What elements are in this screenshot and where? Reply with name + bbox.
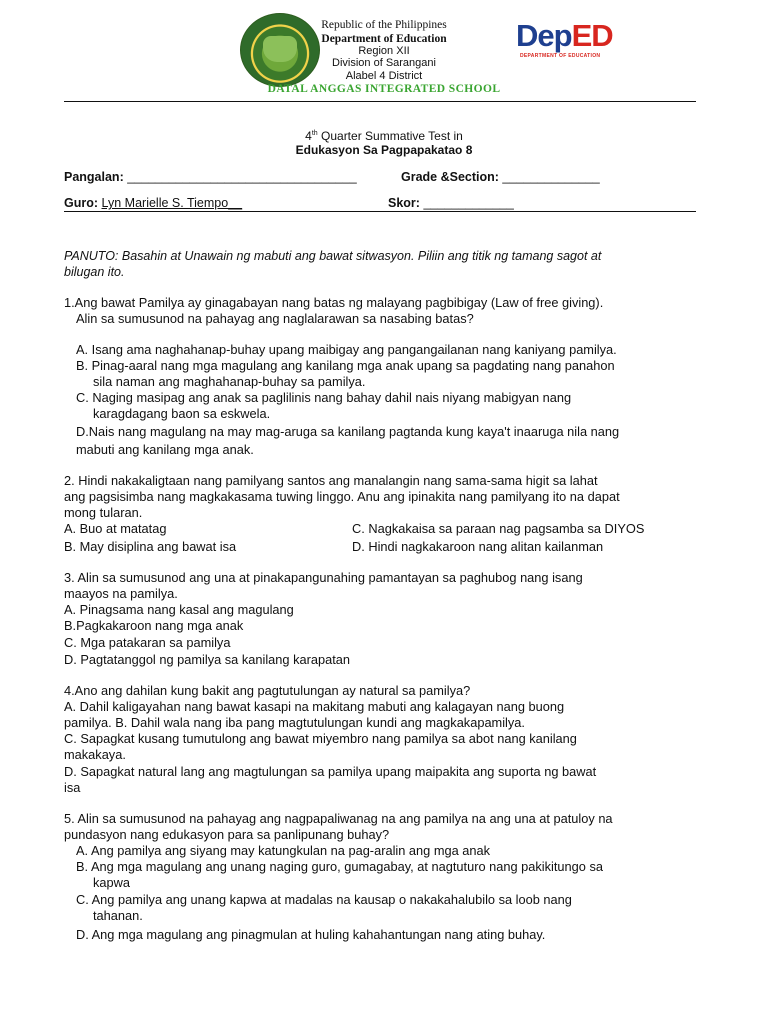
teacher-label: Guro: <box>64 196 99 210</box>
header-republic: Republic of the Philippines <box>321 19 447 31</box>
q2-stem-line-3: mong tularan. <box>64 505 143 520</box>
teacher-field <box>64 196 242 210</box>
q5-option-b-cont: kapwa <box>93 875 130 890</box>
q2-stem-line-2: ang pagsisimba nang magkakasama tuwing linggo. Anu ang ipinakita nang pamilyang ito na dapat <box>64 489 620 504</box>
q1-option-c-cont: karagdagang baon sa eskwela. <box>93 406 271 421</box>
deped-logo-text: DepED <box>516 18 613 53</box>
teacher-name: Lyn Marielle S. Tiempo__ <box>101 196 243 210</box>
q1-option-d[interactable]: D.Nais nang magulang na may mag-aruga sa kanilang pagtanda kung kaya't inaaruga nila nang <box>76 424 620 439</box>
score-blank: _____________ <box>423 196 514 210</box>
q5-option-d[interactable]: D. Ang mga magulang ang pinagmulan at huling kahahantungan nang ating buhay. <box>76 927 546 942</box>
q2-option-a[interactable]: A. Buo at matatag <box>64 521 167 536</box>
header-department: Department of Education <box>321 33 447 45</box>
q5-stem-line-1: 5. Alin sa sumusunod na pahayag ang nagpapaliwanag na ang pamilya na ang una at patuloy na <box>64 811 613 826</box>
name-label: Pangalan: <box>64 170 124 184</box>
q1-option-d-cont: mabuti ang kanilang mga anak. <box>76 442 254 457</box>
header-division: Division of Sarangani <box>332 57 436 69</box>
q1-option-b[interactable]: B. Pinag-aaral nang mga magulang ang kanilang mga anak upang sa pagdating nang panahon <box>76 358 615 373</box>
q3-stem-line-1: 3. Alin sa sumusunod ang una at pinakapangunahing pamantayan sa paghubog nang isang <box>64 570 583 585</box>
q5-option-c-cont: tahanan. <box>93 908 143 923</box>
title-superscript: th <box>311 130 318 137</box>
q2-option-c[interactable]: C. Nagkakaisa sa paraan nag pagsamba sa DIYOS <box>352 521 645 536</box>
q1-option-a[interactable]: A. Isang ama naghahanap-buhay upang maibigay ang pangangailanan nang kaniyang pamilya. <box>76 342 617 357</box>
grade-section-blank: ______________ <box>502 170 600 184</box>
score-field[interactable] <box>388 196 514 210</box>
q3-option-d[interactable]: D. Pagtatanggol ng pamilya sa kanilang karapatan <box>64 652 350 667</box>
q3-option-c[interactable]: C. Mga patakaran sa pamilya <box>64 635 231 650</box>
q5-option-c[interactable]: C. Ang pamilya ang unang kapwa at madalas na kausap o nakakahalubilo sa loob nang <box>76 892 572 907</box>
header-region: Region XII <box>358 45 410 57</box>
q5-stem-line-2: pundasyon nang edukasyon para sa panlipunang buhay? <box>64 827 390 842</box>
q2-stem-line-1: 2. Hindi nakakaligtaan nang pamilyang santos ang manalangin nang sama-sama higit sa lahat <box>64 473 598 488</box>
fields-divider <box>64 211 696 212</box>
q3-option-a[interactable]: A. Pinagsama nang kasal ang magulang <box>64 602 294 617</box>
name-field[interactable] <box>64 170 357 184</box>
q4-option-c-cont: makakaya. <box>64 747 126 762</box>
test-subject: Edukasyon Sa Pagpapakatao 8 <box>295 143 473 157</box>
grade-section-field[interactable] <box>401 170 600 184</box>
q4-option-d-cont: isa <box>64 780 81 795</box>
instructions-line-1: PANUTO: Basahin at Unawain ng mabuti ang bawat sitwasyon. Piliin ang titik ng tamang sagot at <box>64 249 602 263</box>
q4-option-c[interactable]: C. Sapagkat kusang tumutulong ang bawat miyembro nang pamilya sa abot nang kanilang <box>64 731 577 746</box>
test-title <box>0 129 768 143</box>
title-prefix: 4 <box>305 129 312 143</box>
q5-option-b[interactable]: B. Ang mga magulang ang unang naging guro, gumagabay, at nagtuturo nang pakikitungo sa <box>76 859 603 874</box>
q3-option-b[interactable]: B.Pagkakaroon nang mga anak <box>64 618 244 633</box>
q1-option-c[interactable]: C. Naging masipag ang anak sa paglilinis nang bahay dahil nais niyang mabigyan nang <box>76 390 572 405</box>
header-divider <box>64 101 696 102</box>
q2-option-d[interactable]: D. Hindi nagkakaroon nang alitan kailanman <box>352 539 604 554</box>
deped-logo-subtext: DEPARTMENT OF EDUCATION <box>520 53 601 59</box>
grade-section-label: Grade &Section: <box>401 170 499 184</box>
q1-option-b-cont: sila naman ang maghahanap-buhay sa pamilya. <box>93 374 366 389</box>
header-district: Alabel 4 District <box>345 70 423 82</box>
q4-option-a[interactable]: A. Dahil kaligayahan nang bawat kasapi na makitang mabuti ang kalagayan nang buong <box>64 699 565 714</box>
instructions-line-2: bilugan ito. <box>64 265 125 279</box>
q3-stem-line-2: maayos na pamilya. <box>64 586 178 601</box>
header-school-name: DATAL ANGGAS INTEGRATED SCHOOL <box>267 83 501 95</box>
q4-option-d[interactable]: D. Sapagkat natural lang ang magtulungan sa pamilya upang maipakita ang suporta ng bawat <box>64 764 597 779</box>
q1-stem-line-1: 1.Ang bawat Pamilya ay ginagabayan nang batas ng malayang pagbibigay (Law of free giving). <box>64 295 604 310</box>
title-suffix: Quarter Summative Test in <box>317 129 463 143</box>
q5-option-a[interactable]: A. Ang pamilya ang siyang may katungkulan na pag-aralin ang mga anak <box>76 843 491 858</box>
q4-option-a-b-line[interactable]: pamilya. B. Dahil wala nang iba pang magtutulungan kundi ang magkakapamilya. <box>64 715 525 730</box>
q4-stem: 4.Ano ang dahilan kung bakit ang pagtutulungan ay natural sa pamilya? <box>64 683 471 698</box>
q1-stem-line-2: Alin sa sumusunod na pahayag ang naglalarawan sa nasabing batas? <box>76 311 474 326</box>
name-blank: _________________________________ <box>127 170 357 184</box>
q2-option-b[interactable]: B. May disiplina ang bawat isa <box>64 539 237 554</box>
score-label: Skor: <box>388 196 420 210</box>
